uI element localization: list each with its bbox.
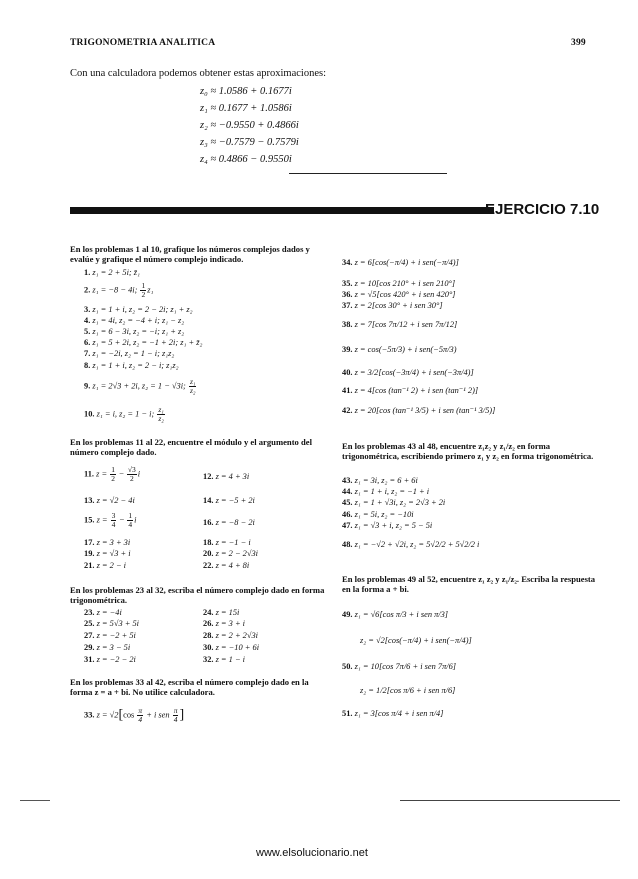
problem-50-z2: z₂ = 1/2[cos π/6 + i sen π/6] (360, 686, 456, 695)
problem-10: 10. z₁ = i, z₂ = 1 − i; $\frac{\text{z₁}}{\text{z₂}}$ (84, 405, 164, 423)
problem-47: 47. z₁ = √3 + i, z₂ = 5 − 5i (342, 521, 433, 530)
footer-url[interactable]: www.elsolucionario.net (256, 847, 368, 859)
problem-45: 45. z₁ = 1 + √3i, z₂ = 2√3 + 2i (342, 498, 446, 507)
instruction-49-52: En los problemas 49 al 52, encuentre z₁ z₂ y z₁/z₂. Escriba la respuesta en la forma a + bi. (342, 574, 596, 594)
instruction-33-42: En los problemas 33 al 42, escriba el número complejo dado en la forma z = a + bi. No utilice calculadora. (70, 677, 309, 697)
approx-z1: z₁ ≈ 0.1677 + 1.0586i (200, 103, 292, 114)
problem-9: 9. z₁ = 2√3 + 2i, z₂ = 1 − √3i; $\frac{\text{z₁}}{\text{z₂}}$ (84, 377, 196, 395)
problem-29: 29. z = 3 − 5i (84, 643, 131, 652)
problem-44: 44. z₁ = 1 + i, z₂ = −1 + i (342, 487, 430, 496)
scan-mark (400, 800, 620, 801)
problem-21: 21. z = 2 − i (84, 561, 127, 570)
problem-22: 22. z = 4 + 8i (203, 561, 250, 570)
problem-23: 23. z = −4i (84, 608, 122, 617)
problem-25: 25. z = 5√3 + 5i (84, 619, 139, 628)
running-title: TRIGONOMETRIA ANALITICA (70, 38, 216, 48)
problem-36: 36. z = √5[cos 420° + i sen 420°] (342, 290, 456, 299)
problem-5: 5. z₁ = 6 − 3i, z₂ = −i; z₁ + z₂ (84, 327, 185, 336)
instruction-11-22: En los problemas 11 al 22, encuentre el módulo y el argumento del número complejo dado. (70, 437, 312, 457)
problem-3: 3. z₁ = 1 + i, z₂ = 2 − 2i; z₁ + z₂ (84, 305, 193, 314)
problem-38: 38. z = 7[cos 7π/12 + i sen 7π/12] (342, 320, 458, 329)
approx-z4: z₄ ≈ 0.4866 − 0.9550i (200, 154, 292, 165)
problem-1: 1. z₁ = 2 + 5i; z̄₁ (84, 268, 140, 277)
problem-48: 48. z₁ = −√2 + √2i, z₂ = 5√2/2 + 5√2/2 i (342, 540, 480, 549)
problem-15: 15. z = $\frac{3}{4}$ − $\frac{1}{4}$ i (84, 511, 137, 529)
page-number: 399 (571, 38, 586, 48)
problem-49-z2: z₂ = √2[cos(−π/4) + i sen(−π/4)] (360, 636, 472, 645)
instruction-23-32: En los problemas 23 al 32, escriba el número complejo dado en forma trigonométrica. (70, 585, 325, 605)
problem-20: 20. z = 2 − 2√3i (203, 549, 258, 558)
problem-11: 11. z = $\frac{1}{2}$ − $\frac{√3}{2}$ i (84, 465, 141, 483)
problem-30: 30. z = −10 + 6i (203, 643, 260, 652)
exercise-title: EJERCICIO 7.10 (485, 201, 600, 218)
problem-13: 13. z = √2 − 4i (84, 496, 135, 505)
exercise-bar (70, 207, 494, 214)
instruction-1-10: En los problemas 1 al 10, grafique los números complejos dados y evalúe y grafique el número complejo indicado. (70, 244, 310, 264)
problem-42: 42. z = 20[cos (tan⁻¹ 3/5) + i sen (tan⁻¹ 3/5)] (342, 406, 496, 415)
problem-41: 41. z = 4[cos (tan⁻¹ 2) + i sen (tan⁻¹ 2)] (342, 386, 479, 395)
approx-z2: z₂ ≈ −0.9550 + 0.4866i (200, 120, 299, 131)
divider-line (289, 173, 447, 174)
problem-14: 14. z = −5 + 2i (203, 496, 255, 505)
problem-7: 7. z₁ = −2i, z₂ = 1 − i; z₁z₂ (84, 349, 175, 358)
problem-39: 39. z = cos(−5π/3) + i sen(−5π/3) (342, 345, 457, 354)
problem-27: 27. z = −2 + 5i (84, 631, 136, 640)
problem-18: 18. z = −1 − i (203, 538, 251, 547)
problem-8: 8. z₁ = 1 + i, z₂ = 2 − i; z₁z₂ (84, 361, 179, 370)
problem-16: 16. z = −8 − 2i (203, 518, 255, 527)
approx-z0: z₀ ≈ 1.0586 + 0.1677i (200, 86, 292, 97)
problem-19: 19. z = √3 + i (84, 549, 131, 558)
problem-43: 43. z₁ = 3i, z₂ = 6 + 6i (342, 476, 418, 485)
intro-text: Con una calculadora podemos obtener estas aproximaciones: (70, 68, 326, 79)
approx-z3: z₃ ≈ −0.7579 − 0.7579i (200, 137, 299, 148)
problem-32: 32. z = 1 − i (203, 655, 246, 664)
problem-46: 46. z₁ = 5i, z₂ = −10i (342, 510, 414, 519)
problem-49-z1: 49. z₁ = √6[cos π/3 + i sen π/3] (342, 610, 449, 619)
problem-24: 24. z = 15i (203, 608, 240, 617)
problem-33: 33. z = √2[cos $\frac{\pi}{4}$ + i sen $\frac{\pi}{4}$ ] (84, 706, 185, 724)
problem-2: 2. z₁ = −8 − 4i; $\frac{1}{2}$ z₁ (84, 281, 154, 299)
problem-17: 17. z = 3 + 3i (84, 538, 131, 547)
problem-26: 26. z = 3 + i (203, 619, 246, 628)
instruction-43-48: En los problemas 43 al 48, encuentre z₁z₂ y z₁/z₂ en forma trigonométrica, escribiendo primero z₁ y z₂ en forma trigonométrica. (342, 441, 594, 461)
problem-4: 4. z₁ = 4i, z₂ = −4 + i; z₁ − z₂ (84, 316, 185, 325)
problem-37: 37. z = 2[cos 30° + i sen 30°] (342, 301, 443, 310)
problem-40: 40. z = 3/2[cos(−3π/4) + i sen(−3π/4)] (342, 368, 474, 377)
problem-12: 12. z = 4 + 3i (203, 472, 250, 481)
problem-35: 35. z = 10[cos 210° + i sen 210°] (342, 279, 456, 288)
problem-28: 28. z = 2 + 2√3i (203, 631, 258, 640)
problem-34: 34. z = 6[cos(−π/4) + i sen(−π/4)] (342, 258, 459, 267)
problem-50-z1: 50. z₁ = 10[cos 7π/6 + i sen 7π/6] (342, 662, 457, 671)
problem-31: 31. z = −2 − 2i (84, 655, 136, 664)
scan-mark (20, 800, 50, 801)
problem-6: 6. z₁ = 5 + 2i, z₂ = −1 + 2i; z₁ + z̄₂ (84, 338, 203, 347)
problem-51: 51. z₁ = 3[cos π/4 + i sen π/4] (342, 709, 444, 718)
